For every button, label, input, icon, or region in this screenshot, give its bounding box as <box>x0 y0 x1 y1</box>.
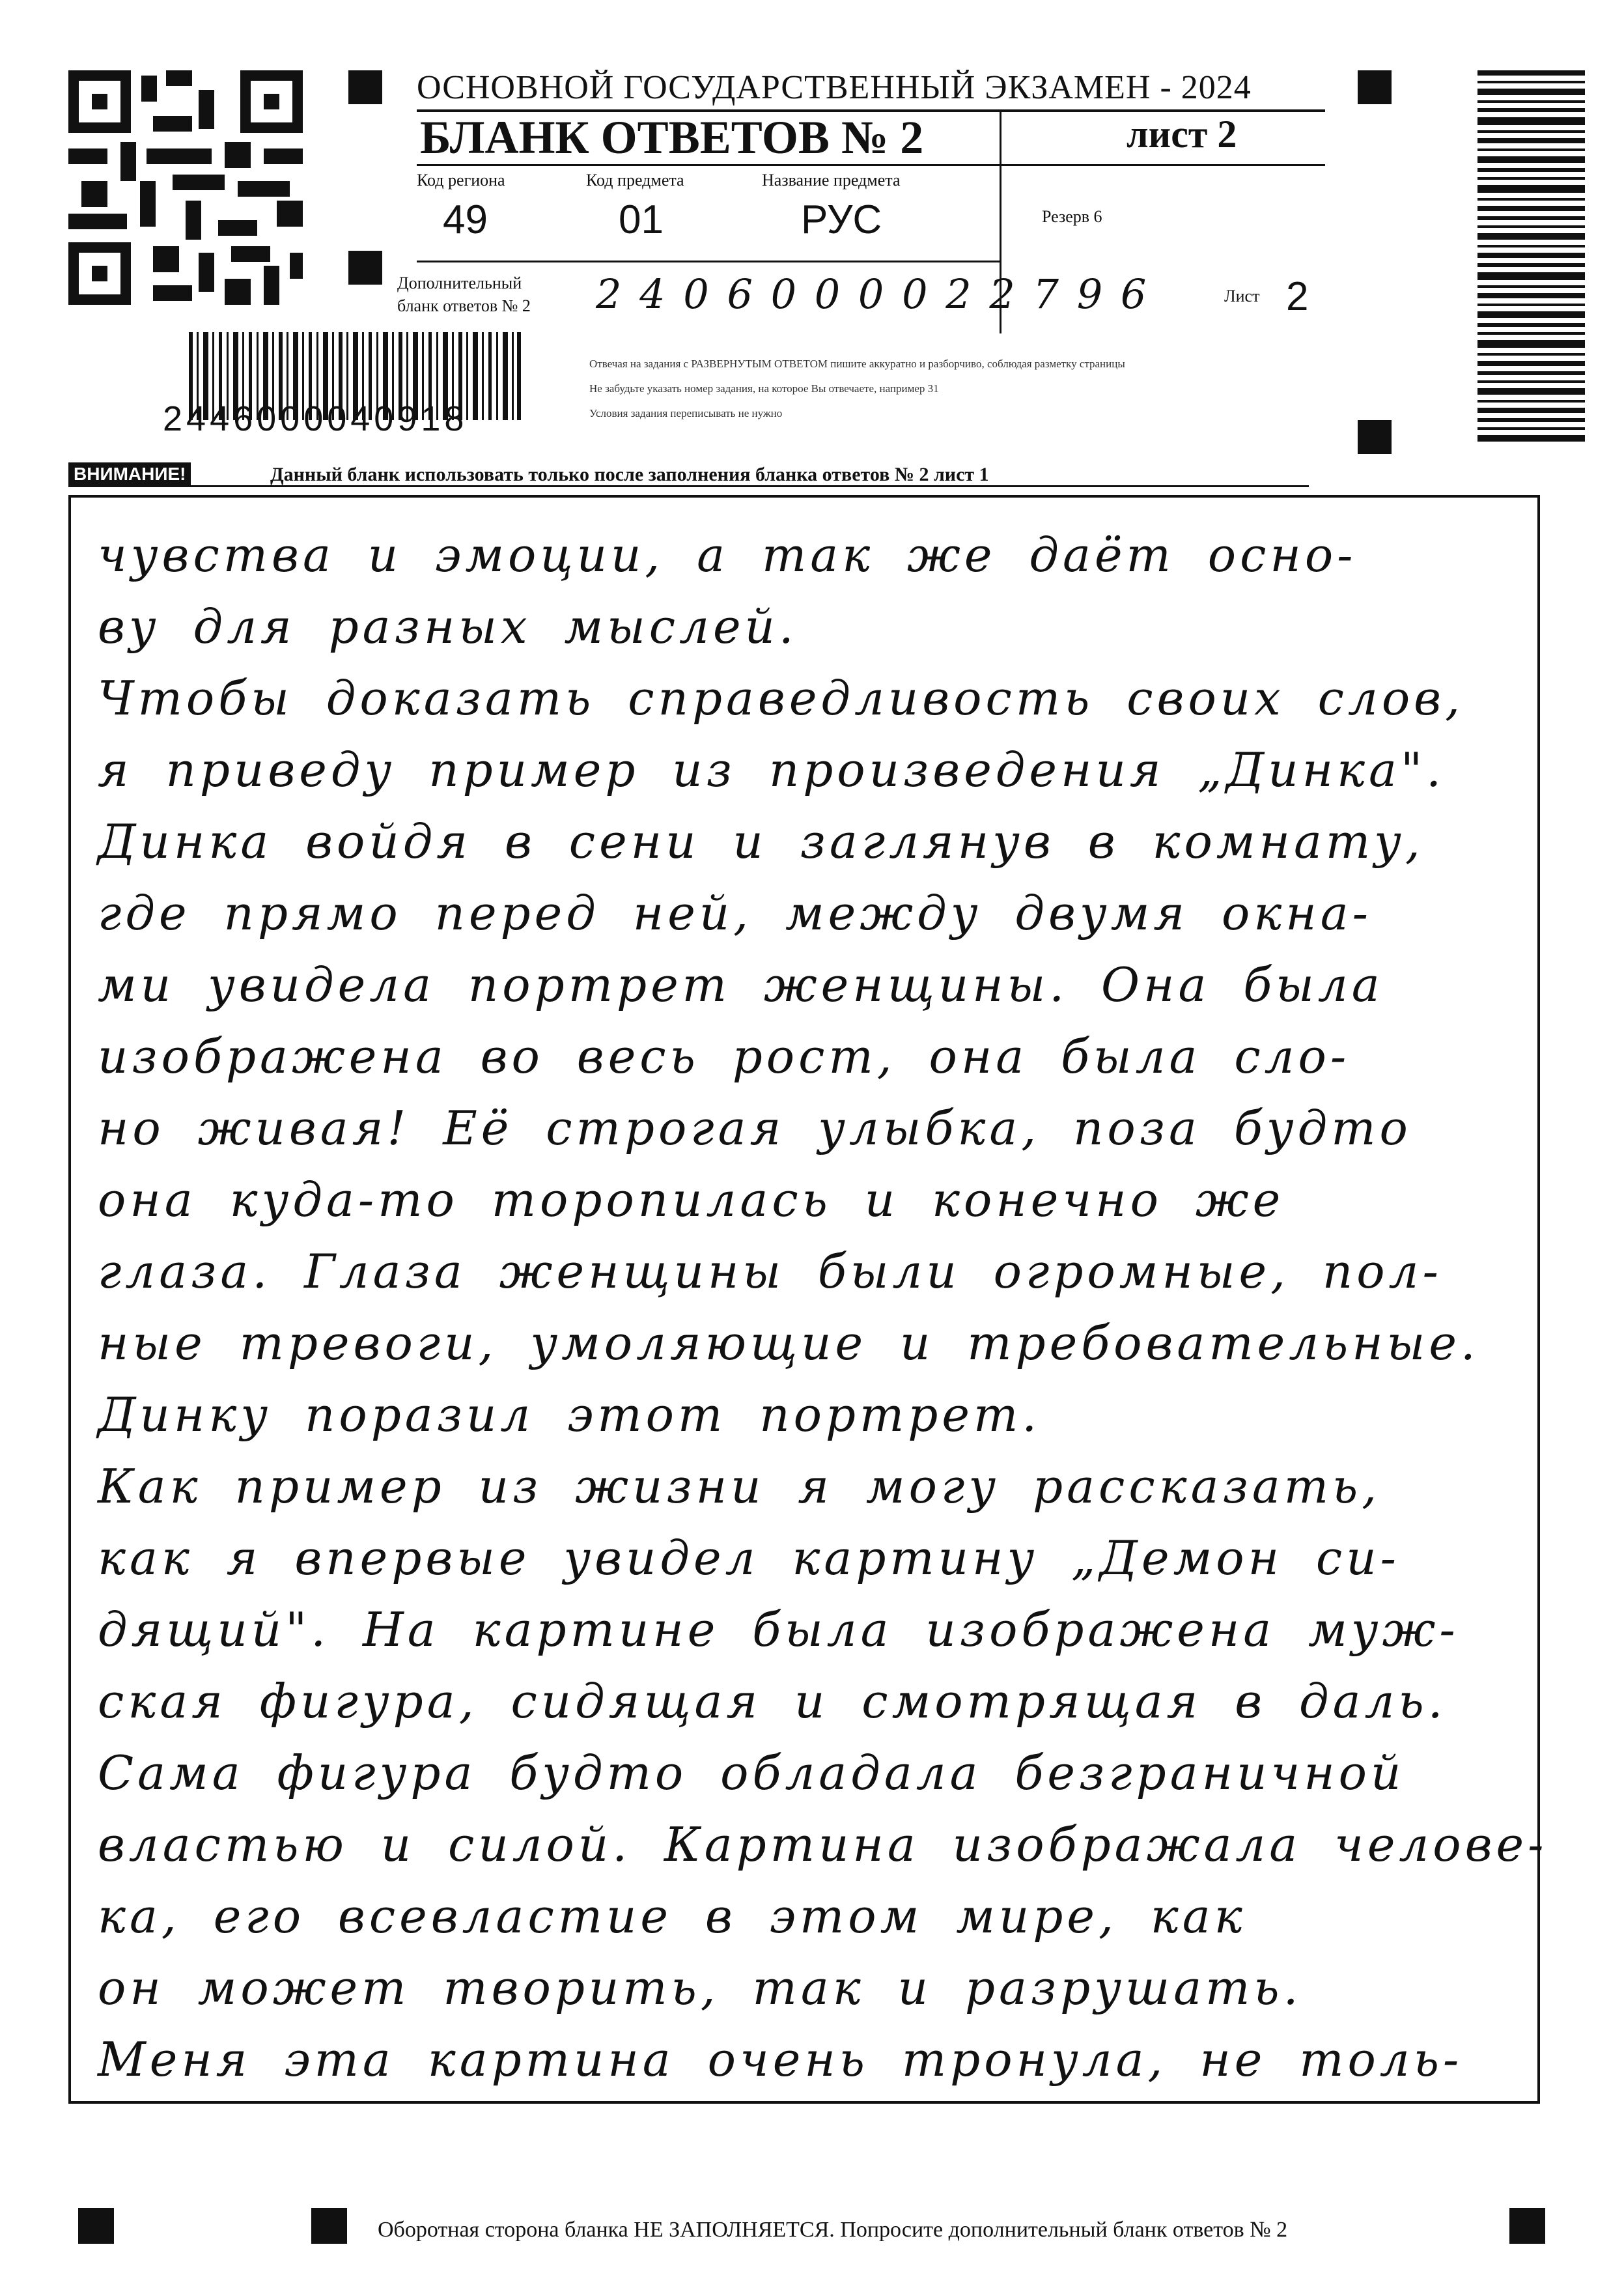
sheet-title: лист 2 <box>1127 113 1237 156</box>
notice-tag: ВНИМАНИЕ! <box>68 462 191 486</box>
subject-code-value: 01 <box>619 197 664 242</box>
subject-name-label: Название предмета <box>762 171 901 190</box>
answer-line: изображена во весь рост, она была сло- <box>98 1029 1351 1084</box>
answer-line: где прямо перед ней, между двумя окна- <box>98 886 1372 940</box>
fields-row-line <box>417 261 1000 262</box>
answer-line: ные тревоги, умоляющие и требовательные. <box>98 1316 1479 1370</box>
answer-line: Сама фигура будто обладала безграничной <box>98 1746 1405 1800</box>
answer-line: но живая! Её строгая улыбка, поза будто <box>98 1101 1412 1155</box>
footer-note: Оборотная сторона бланка НЕ ЗАПОЛНЯЕТСЯ. Попросите дополнительный бланк ответов № 2 <box>378 2218 1288 2242</box>
instruction-line: Отвечая на задания с РАЗВЕРНУТЫМ ОТВЕТОМ пишите аккуратно и разборчиво, соблюдая разметку страницы <box>589 358 1125 370</box>
alignment-mark-bottom-center <box>311 2208 347 2244</box>
answer-line: глаза. Глаза женщины были огромные, пол- <box>98 1244 1442 1299</box>
instructions <box>589 352 1125 426</box>
alignment-mark-top-right <box>1358 70 1392 104</box>
alignment-mark-bottom-right <box>1509 2208 1545 2244</box>
answer-line: ская фигура, сидящая и смотрящая в даль. <box>98 1674 1447 1729</box>
answer-line: он может творить, так и разрушать. <box>98 1960 1302 2015</box>
region-code-label: Код региона <box>417 171 505 190</box>
answer-line: ву для разных мыслей. <box>98 599 798 654</box>
subject-code-label: Код предмета <box>586 171 684 190</box>
notice-bar <box>68 462 1309 486</box>
answer-line: властью и силой. Картина изображала челове- <box>98 1817 1548 1872</box>
answer-line: ка, его всевластие в этом мире, как <box>98 1889 1246 1944</box>
header-row-line <box>417 164 1325 166</box>
answer-line: как я впервые увидел картину „Демон си- <box>98 1531 1400 1585</box>
instruction-line: Условия задания переписывать не нужно <box>589 407 783 419</box>
answer-line: Меня эта картина очень тронула, не толь- <box>98 2032 1463 2087</box>
answer-line: ми увидела портрет женщины. Она была <box>98 957 1384 1012</box>
answer-line: я приведу пример из произведения „Динка". <box>98 742 1445 797</box>
answer-line: дящий". На картине была изображена муж- <box>98 1602 1459 1657</box>
alignment-mark-top-left <box>348 70 382 104</box>
list-number: 2 <box>1286 274 1309 319</box>
alignment-mark-bottom-left <box>78 2208 114 2244</box>
answer-line: она куда-то торопилась и конечно же <box>98 1172 1285 1227</box>
extra-form-label-1: Дополнительный <box>397 274 522 292</box>
instruction-line: Не забудьте указать номер задания, на которое Вы отвечаете, например 31 <box>589 382 939 395</box>
answer-line: Как пример из жизни я могу рассказать, <box>98 1459 1381 1514</box>
subject-name-value: РУС <box>801 197 882 242</box>
extra-form-label-2: бланк ответов № 2 <box>397 296 531 315</box>
answer-line: Динку поразил этот портрет. <box>98 1387 1041 1442</box>
extra-form-number: 2 4 0 6 0 0 0 0 2 2 7 9 6 <box>596 270 1149 318</box>
answer-line: Динка войдя в сени и заглянув в комнату, <box>98 814 1424 869</box>
notice-underline <box>68 485 1309 487</box>
region-code-value: 49 <box>443 197 488 242</box>
side-barcode <box>1477 70 1585 442</box>
qr-code <box>68 70 303 305</box>
answer-line: Чтобы доказать справедливость своих слов, <box>98 671 1464 726</box>
exam-title: ОСНОВНОЙ ГОСУДАРСТВЕННЫЙ ЭКЗАМЕН - 2024 <box>417 69 1252 106</box>
answer-line: чувства и эмоции, а так же даёт осно- <box>98 528 1357 582</box>
reserve-label: Резерв 6 <box>1042 207 1102 226</box>
alignment-mark-mid-left <box>348 251 382 285</box>
form-title: БЛАНК ОТВЕТОВ № 2 <box>420 111 924 163</box>
list-label: Лист <box>1224 287 1260 305</box>
alignment-mark-mid-right <box>1358 420 1392 454</box>
barcode-number: 2446000040918 <box>163 399 468 438</box>
notice-text: Данный бланк использовать только после заполнения бланка ответов № 2 лист 1 <box>270 464 989 485</box>
